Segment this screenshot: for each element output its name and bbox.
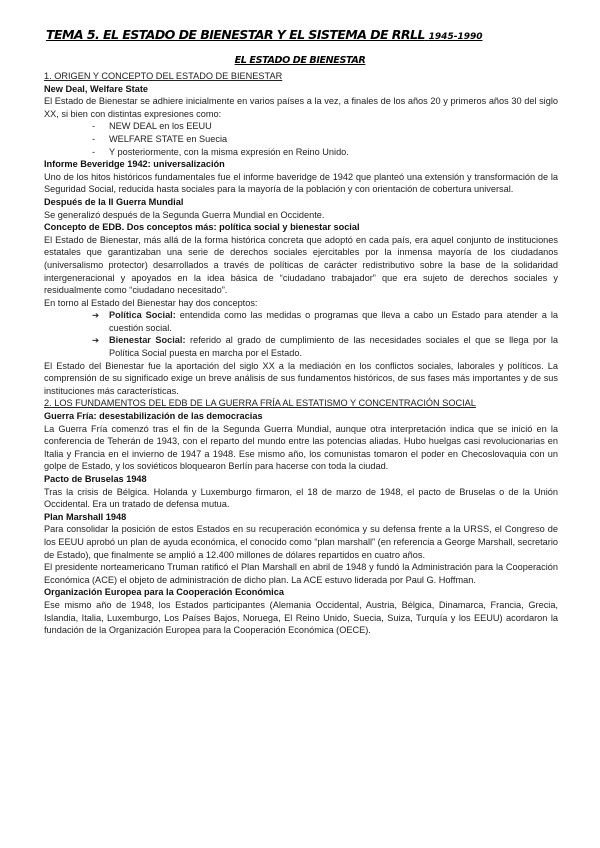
concept-heading: Concepto de EDB. Dos conceptos más: política social y bienestar social (44, 222, 360, 233)
newdeal-list (44, 120, 558, 158)
title-years: 1945-1990 (428, 32, 483, 42)
oece-paragraph: Ese mismo año de 1948, los Estados participantes (Alemania Occidental, Austria, Bélgica, Dinamarca, Francia, Grecia, Islandia, Italia, Luxemburgo, Los Países Bajos, Noruega, El Reino Unido, Suecia, Suiza, Turquía y los EEUU) acordaron la fundación de la Organización Europea para la Cooperación Económica (OECE). (44, 599, 558, 636)
page-title (46, 27, 566, 42)
title-main: TEMA 5. EL ESTADO DE BIENESTAR Y EL SISTEMA DE RRLL (46, 27, 425, 42)
concept-definition: entendida como las medidas o programas que lleva a cabo un Estado para atender a la cuestión social. (109, 310, 558, 333)
closing-paragraph: El Estado del Bienestar fue la aportación del siglo XX a la mediación en los conflictos sociales, laborales y políticos. La comprensión de su significado exige un breve análisis de sus fundamentos históricos, de sus fases más importantes y de sus instituciones más características. (44, 360, 558, 396)
list-item: - NEW DEAL en los EEUU (92, 120, 558, 133)
concept-paragraph: El Estado de Bienestar, más allá de la forma histórica concreta que adoptó en cada país, era aquel conjunto de instituciones estatales que garantizaban una serie de derechos sociales ejercitables por la inmensa mayoría de los ciudadanos (universalismo protector) desarrollados a través de políticas de carácter redistributivo sobre la base de la solidaridad intergeneracional y apoyados en la idea básica de “ciudadano trabajador” que era sujeto de derechos sociales y residualmente como “ciudadano necesitado”. (44, 234, 558, 296)
coldwar-paragraph: La Guerra Fría comenzó tras el fin de la Segunda Guerra Mundial, aunque otra interpretación indica que se inició en la conferencia de Teherán de 1943, con el reparto del mundo entre las potencias aliadas. Hubo huelgas casi revolucionarias en Italia y Francia en el invierno de 1947 a 1948. Ese mismo año, los comunistas tomaron el poder en Checoslovaquia con un golpe de Estado, y los soviéticos bloquearon Berlín para hacerse con toda la ciudad. (44, 423, 558, 472)
newdeal-paragraph: El Estado de Bienestar se adhiere inicialmente en varios países a la vez, a finales de los años 20 y primeros años 30 del siglo XX, si bien con distintas expresiones como: (44, 96, 558, 119)
newdeal-heading: New Deal, Welfare State (44, 83, 148, 94)
concept-definition: referido al grado de cumplimiento de las necesidades sociales el que se llega por la Política Social puesta en marcha por el Estado. (109, 335, 558, 359)
beveridge-heading: Informe Beveridge 1942: universalización (44, 159, 225, 170)
page-subtitle: EL ESTADO DE BIENESTAR (234, 55, 366, 66)
oece-heading: Organización Europea para la Cooperación Económica (44, 587, 284, 598)
concept-term: Política Social: (109, 310, 176, 321)
concept-list (44, 309, 558, 359)
list-item: - WELFARE STATE en Suecia (92, 133, 558, 146)
marshall-heading: Plan Marshall 1948 (44, 511, 127, 522)
marshall-paragraph-2: El presidente norteamericano Truman ratificó el Plan Marshall en abril de 1948 y fundó la Administración para la Cooperación Económica (ACE) el objeto de administración de dicho plan. La ACE estuvo liderada por Paul G. Hoffman. (44, 562, 558, 585)
postwar-paragraph: Se generalizó después de la Segunda Guerra Mundial en Occidente. (44, 209, 325, 220)
beveridge-paragraph: Uno de los hitos históricos fundamentales fue el informe baveridge de 1942 que planteó una extensión y transformación de la Seguridad Social, reducida hasta sociales para la mayoría de la población y con orientación de cobertura universal. (44, 171, 558, 195)
postwar-heading: Después de la II Guerra Mundial (44, 196, 184, 207)
brussels-paragraph: Tras la crisis de Bélgica. Holanda y Luxemburgo firmaron, el 18 de marzo de 1948, el pacto de Bruselas o de la Unión Occidental. Era un tratado de defensa mutua. (44, 486, 558, 510)
section-2-heading: 2. LOS FUNDAMENTOS DEL EDB DE LA GUERRA FRÍA AL ESTATISMO Y CONCENTRACIÓN SOCIAL (44, 398, 476, 409)
document-body (44, 70, 558, 637)
list-item (92, 334, 558, 359)
coldwar-heading: Guerra Fría: desestabilización de las democracias (44, 411, 263, 422)
concept-term: Bienestar Social: (109, 335, 186, 346)
section-1-heading: 1. ORIGEN Y CONCEPTO DEL ESTADO DE BIENESTAR (44, 71, 283, 81)
marshall-paragraph-1: Para consolidar la posición de estos Estados en su recuperación económica y su defensa frente a la URSS, el Congreso de los EEUU aprobó un plan de ayuda económica, el conocido como “plan marshall” (en referencia a George Marshall, secretario de Estado), que finalmente se amplió a 12.400 millones de dólares repartidos en cuatro años. (44, 524, 558, 560)
brussels-heading: Pacto de Bruselas 1948 (44, 474, 147, 484)
list-item (92, 309, 558, 334)
concept-intro: En torno al Estado del Bienestar hay dos conceptos: (44, 297, 258, 308)
list-item: - Y posteriormente, con la misma expresión en Reino Unido. (92, 146, 558, 159)
